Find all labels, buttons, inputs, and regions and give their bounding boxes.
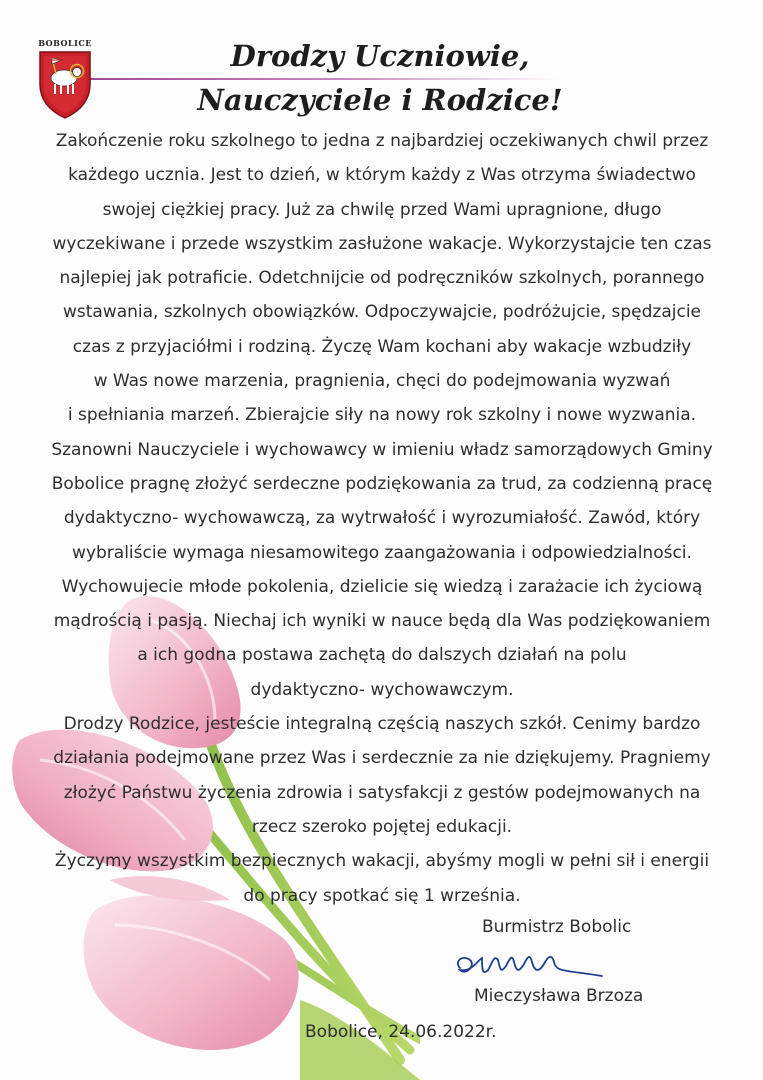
signer-name: Mieczysława Brzoza: [474, 986, 644, 1006]
letter-body: [40, 124, 724, 913]
body-line: czas z przyjaciółmi i rodziną. Życzę Wam kochani aby wakacje wzbudziły: [72, 336, 692, 357]
body-line: dydaktyczno- wychowawczą, za wytrwałość i wyrozumiałość. Zawód, który: [63, 508, 701, 529]
body-line: każdego ucznia. Jest to dzień, w którym każdy z Was otrzyma świadectwo: [68, 165, 696, 186]
bobolice-coat-of-arms-icon: [34, 38, 96, 120]
handwritten-signature-icon: [452, 940, 612, 990]
body-line: Drodzy Rodzice, jesteście integralną częścią naszych szkół. Cenimy bardzo: [63, 714, 701, 735]
body-line: w Was nowe marzenia, pragnienia, chęci do podejmowania wyzwań: [93, 371, 671, 392]
title-line-1: Drodzy Uczniowie,: [230, 39, 530, 73]
body-line: złożyć Państwu życzenia zdrowia i satysfakcji z gestów podejmowanych na: [63, 782, 701, 803]
body-line: wstawania, szkolnych obowiązków. Odpoczywajcie, podróżujcie, spędzajcie: [62, 302, 702, 323]
body-line: a ich godna postawa zachętą do dalszych działań na polu: [137, 645, 627, 666]
body-line: Zakończenie roku szkolnego to jedna z najbardziej oczekiwanych chwil przez: [55, 131, 709, 151]
letter-title: [120, 34, 640, 122]
signatory-role: Burmistrz Bobolic: [482, 917, 632, 937]
body-line: mądrością i pasją. Niechaj ich wyniki w nauce będą dla Was podziękowaniem: [53, 611, 711, 632]
body-line: do pracy spotkać się 1 września.: [243, 885, 521, 906]
body-line: wybraliście wymaga niesamowitego zaangażowania i odpowiedzialności.: [72, 542, 692, 563]
crest-caption: BOBOLICE: [38, 38, 92, 48]
body-line: swojej ciężkiej pracy. Już za chwilę przed Wami upragnione, długo: [102, 199, 662, 220]
body-line: Bobolice pragnę złożyć serdeczne podziękowania za trud, za codzienną pracę: [51, 473, 713, 494]
body-line: Życzymy wszystkim bezpiecznych wakacji, abyśmy mogli w pełni sił i energii: [54, 851, 710, 872]
body-line: i spełniania marzeń. Zbierajcie siły na nowy rok szkolny i nowe wyzwania.: [67, 405, 697, 426]
body-line: Wychowujecie młode pokolenia, dzielicie się wiedzą i zarażacie ich życiową: [61, 576, 703, 597]
body-line: rzecz szeroko pojętej edukacji.: [251, 816, 513, 837]
title-line-2: Nauczyciele i Rodzice!: [197, 83, 563, 117]
body-line: wyczekiwane i przede wszystkim zasłużone wakacje. Wykorzystajcie ten czas: [52, 233, 712, 254]
body-line: Szanowni Nauczyciele i wychowawcy w imieniu władz samorządowych Gminy: [51, 439, 713, 460]
body-line: dydaktyczno- wychowawczym.: [250, 679, 514, 700]
body-line: najlepiej jak potraficie. Odetchnijcie od podręczników szkolnych, porannego: [59, 268, 705, 289]
body-line: działania podejmowane przez Was i serdecznie za nie dziękujemy. Pragniemy: [53, 748, 711, 769]
place-and-date: Bobolice, 24.06.2022r.: [305, 1022, 497, 1042]
